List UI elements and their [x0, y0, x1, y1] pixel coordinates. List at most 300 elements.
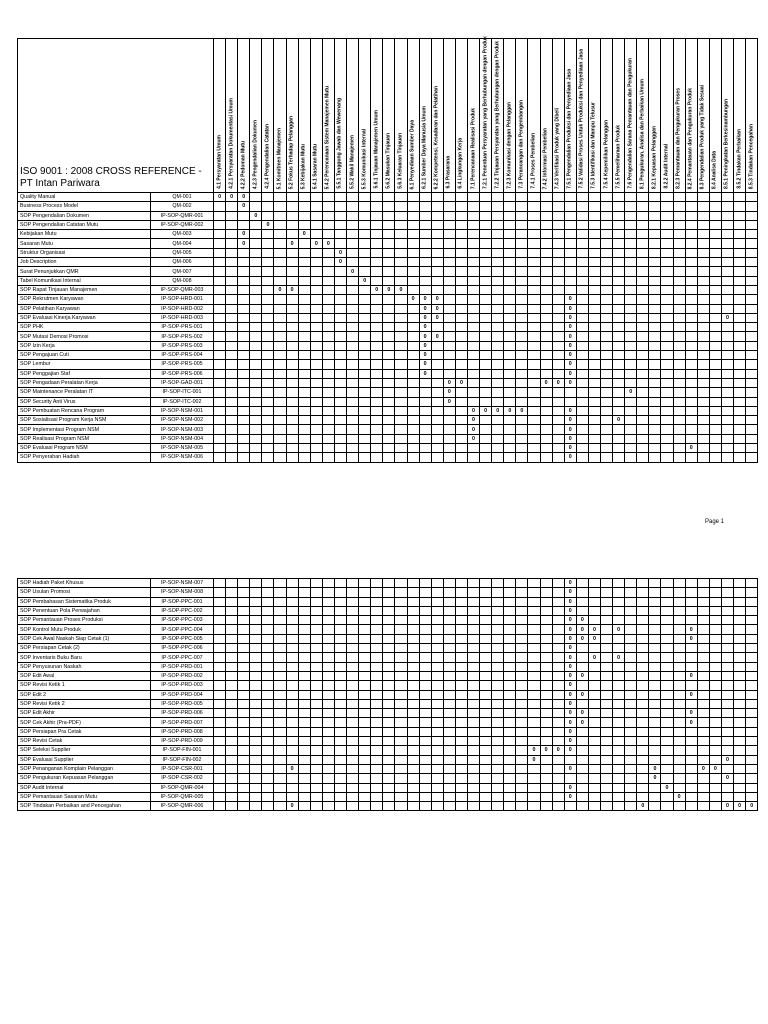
- mark-cell: [685, 211, 697, 220]
- column-header: [395, 39, 407, 193]
- mark-cell: [673, 220, 685, 229]
- mark-cell: [601, 727, 613, 736]
- mark-cell: [516, 202, 528, 211]
- document-title: ISO 9001 : 2008 CROSS REFERENCE - PT Intan Pariwara: [18, 39, 214, 193]
- mark-cell: 0: [552, 746, 564, 755]
- mark-cell: [516, 369, 528, 378]
- mark-cell: [721, 662, 733, 671]
- mark-cell: [625, 341, 637, 350]
- mark-cell: 0: [564, 764, 576, 773]
- mark-cell: [601, 230, 613, 239]
- mark-cell: [226, 774, 238, 783]
- mark-cell: [467, 193, 479, 202]
- mark-cell: [709, 616, 721, 625]
- mark-cell: [419, 634, 431, 643]
- mark-cell: [516, 653, 528, 662]
- mark-cell: [734, 332, 746, 341]
- mark-cell: [286, 248, 298, 257]
- mark-cell: [661, 718, 673, 727]
- mark-cell: [661, 285, 673, 294]
- mark-cell: [467, 616, 479, 625]
- mark-cell: [310, 783, 322, 792]
- mark-cell: [588, 764, 600, 773]
- mark-cell: [661, 313, 673, 322]
- mark-cell: [576, 453, 588, 462]
- mark-cell: [310, 671, 322, 680]
- mark-cell: 0: [697, 764, 709, 773]
- column-header: [322, 39, 334, 193]
- document-name: SOP Kontrol Mutu Produk: [18, 625, 151, 634]
- mark-cell: [734, 774, 746, 783]
- mark-cell: [540, 662, 552, 671]
- mark-cell: [649, 351, 661, 360]
- document-name: SOP Pengadaan Peralatan Kerja: [18, 378, 151, 387]
- mark-cell: [746, 625, 758, 634]
- mark-cell: [322, 248, 334, 257]
- mark-cell: [480, 671, 492, 680]
- mark-cell: [734, 341, 746, 350]
- mark-cell: [238, 258, 250, 267]
- mark-cell: [492, 351, 504, 360]
- document-name: Quality Manual: [18, 193, 151, 202]
- mark-cell: [588, 276, 600, 285]
- mark-cell: [480, 588, 492, 597]
- mark-cell: [637, 239, 649, 248]
- mark-cell: [685, 193, 697, 202]
- mark-cell: [564, 193, 576, 202]
- mark-cell: [359, 248, 371, 257]
- mark-cell: 0: [419, 351, 431, 360]
- mark-cell: [443, 597, 455, 606]
- document-code: IP-SOP-FIN-001: [151, 746, 214, 755]
- mark-cell: [588, 792, 600, 801]
- mark-cell: [322, 690, 334, 699]
- mark-cell: [310, 369, 322, 378]
- mark-cell: [625, 671, 637, 680]
- mark-cell: [625, 453, 637, 462]
- column-header: [214, 39, 226, 193]
- mark-cell: [504, 653, 516, 662]
- mark-cell: [419, 211, 431, 220]
- mark-cell: [359, 606, 371, 615]
- mark-cell: [709, 406, 721, 415]
- mark-cell: [552, 681, 564, 690]
- mark-cell: [250, 388, 262, 397]
- mark-cell: [576, 727, 588, 736]
- mark-cell: [359, 727, 371, 736]
- mark-cell: [552, 230, 564, 239]
- mark-cell: 0: [407, 295, 419, 304]
- mark-cell: [407, 202, 419, 211]
- mark-cell: [540, 202, 552, 211]
- mark-cell: [274, 202, 286, 211]
- table-row: [18, 699, 758, 708]
- mark-cell: 0: [564, 597, 576, 606]
- mark-cell: [480, 606, 492, 615]
- mark-cell: [383, 579, 395, 588]
- mark-cell: [298, 444, 310, 453]
- mark-cell: [443, 764, 455, 773]
- mark-cell: [734, 434, 746, 443]
- mark-cell: [697, 202, 709, 211]
- mark-cell: [601, 709, 613, 718]
- table-row: [18, 746, 758, 755]
- mark-cell: [334, 746, 346, 755]
- mark-cell: 0: [564, 453, 576, 462]
- mark-cell: [262, 625, 274, 634]
- mark-cell: [492, 332, 504, 341]
- mark-cell: [734, 606, 746, 615]
- document-name: SOP Cek Awal Naskah Siap Cetak (1): [18, 634, 151, 643]
- mark-cell: [334, 671, 346, 680]
- mark-cell: [746, 634, 758, 643]
- mark-cell: [480, 453, 492, 462]
- mark-cell: [250, 579, 262, 588]
- mark-cell: 0: [673, 792, 685, 801]
- mark-cell: [697, 644, 709, 653]
- mark-cell: [625, 248, 637, 257]
- mark-cell: [504, 239, 516, 248]
- mark-cell: [322, 727, 334, 736]
- mark-cell: [613, 369, 625, 378]
- mark-cell: [334, 425, 346, 434]
- mark-cell: [359, 230, 371, 239]
- mark-cell: [347, 606, 359, 615]
- mark-cell: [601, 434, 613, 443]
- mark-cell: [371, 671, 383, 680]
- document-code: IP-SOP-PRD-002: [151, 671, 214, 680]
- mark-cell: [540, 774, 552, 783]
- mark-cell: [298, 718, 310, 727]
- mark-cell: [734, 727, 746, 736]
- mark-cell: [322, 313, 334, 322]
- mark-cell: [310, 792, 322, 801]
- mark-cell: [613, 202, 625, 211]
- mark-cell: [298, 709, 310, 718]
- mark-cell: [504, 718, 516, 727]
- mark-cell: [226, 211, 238, 220]
- mark-cell: [613, 397, 625, 406]
- mark-cell: [625, 313, 637, 322]
- mark-cell: [250, 220, 262, 229]
- mark-cell: [419, 597, 431, 606]
- mark-cell: [371, 239, 383, 248]
- mark-cell: [431, 653, 443, 662]
- mark-cell: [455, 634, 467, 643]
- mark-cell: [697, 313, 709, 322]
- mark-cell: [673, 425, 685, 434]
- mark-cell: [395, 579, 407, 588]
- mark-cell: [286, 388, 298, 397]
- mark-cell: [601, 453, 613, 462]
- mark-cell: [214, 597, 226, 606]
- mark-cell: [528, 211, 540, 220]
- mark-cell: [492, 625, 504, 634]
- mark-cell: [552, 774, 564, 783]
- mark-cell: [431, 792, 443, 801]
- mark-cell: [226, 378, 238, 387]
- mark-cell: [214, 332, 226, 341]
- mark-cell: [613, 644, 625, 653]
- document-code: IP-SOP-QMR-005: [151, 792, 214, 801]
- mark-cell: [492, 425, 504, 434]
- clause-label: 7.4.1 Proses Pembelian: [530, 133, 537, 189]
- table-row: [18, 453, 758, 462]
- mark-cell: [467, 285, 479, 294]
- mark-cell: [419, 802, 431, 811]
- mark-cell: [734, 267, 746, 276]
- mark-cell: [443, 774, 455, 783]
- mark-cell: [504, 193, 516, 202]
- table-row: [18, 341, 758, 350]
- mark-cell: [504, 662, 516, 671]
- mark-cell: [685, 453, 697, 462]
- mark-cell: [576, 220, 588, 229]
- mark-cell: [322, 193, 334, 202]
- mark-cell: [214, 690, 226, 699]
- mark-cell: [625, 351, 637, 360]
- mark-cell: [298, 453, 310, 462]
- mark-cell: [431, 230, 443, 239]
- mark-cell: [419, 406, 431, 415]
- mark-cell: [407, 332, 419, 341]
- document-name: SOP Hadiah Paket Khusus: [18, 579, 151, 588]
- mark-cell: [661, 193, 673, 202]
- mark-cell: [637, 341, 649, 350]
- mark-cell: [613, 783, 625, 792]
- document-name: SOP Penggajian Staf: [18, 369, 151, 378]
- mark-cell: [467, 709, 479, 718]
- mark-cell: [371, 453, 383, 462]
- mark-cell: [504, 248, 516, 257]
- mark-cell: [721, 369, 733, 378]
- mark-cell: [274, 388, 286, 397]
- mark-cell: [262, 202, 274, 211]
- table-row: [18, 230, 758, 239]
- column-header: [564, 39, 576, 193]
- mark-cell: [685, 792, 697, 801]
- mark-cell: 0: [419, 332, 431, 341]
- mark-cell: [709, 662, 721, 671]
- clause-label: 8.2.2 Audit Internal: [663, 144, 670, 189]
- mark-cell: [298, 634, 310, 643]
- mark-cell: [661, 774, 673, 783]
- mark-cell: [601, 690, 613, 699]
- mark-cell: [504, 764, 516, 773]
- mark-cell: [431, 681, 443, 690]
- mark-cell: [250, 681, 262, 690]
- mark-cell: [637, 625, 649, 634]
- mark-cell: [709, 239, 721, 248]
- mark-cell: 0: [576, 616, 588, 625]
- mark-cell: [685, 248, 697, 257]
- mark-cell: [347, 737, 359, 746]
- mark-cell: [564, 276, 576, 285]
- mark-cell: [492, 388, 504, 397]
- mark-cell: [625, 616, 637, 625]
- mark-cell: [697, 634, 709, 643]
- document-name: SOP Revisi Ketik 2: [18, 699, 151, 708]
- mark-cell: [734, 597, 746, 606]
- mark-cell: [661, 746, 673, 755]
- mark-cell: [492, 709, 504, 718]
- mark-cell: [286, 332, 298, 341]
- mark-cell: [576, 360, 588, 369]
- mark-cell: [516, 230, 528, 239]
- mark-cell: [250, 699, 262, 708]
- mark-cell: [613, 323, 625, 332]
- mark-cell: [238, 783, 250, 792]
- table-row: [18, 755, 758, 764]
- document-code: IP-SOP-HRD-003: [151, 313, 214, 322]
- mark-cell: [746, 453, 758, 462]
- mark-cell: [685, 802, 697, 811]
- mark-cell: [601, 276, 613, 285]
- mark-cell: [697, 737, 709, 746]
- mark-cell: [649, 616, 661, 625]
- mark-cell: [347, 444, 359, 453]
- mark-cell: [226, 323, 238, 332]
- mark-cell: [226, 690, 238, 699]
- mark-cell: [298, 434, 310, 443]
- mark-cell: 0: [564, 783, 576, 792]
- mark-cell: [407, 378, 419, 387]
- mark-cell: [613, 360, 625, 369]
- mark-cell: [709, 248, 721, 257]
- mark-cell: [601, 397, 613, 406]
- mark-cell: [685, 588, 697, 597]
- mark-cell: [492, 727, 504, 736]
- mark-cell: [734, 755, 746, 764]
- mark-cell: [395, 360, 407, 369]
- mark-cell: [480, 579, 492, 588]
- mark-cell: [528, 792, 540, 801]
- mark-cell: [431, 239, 443, 248]
- mark-cell: [637, 295, 649, 304]
- mark-cell: [492, 416, 504, 425]
- mark-cell: [576, 653, 588, 662]
- mark-cell: [347, 313, 359, 322]
- mark-cell: [528, 313, 540, 322]
- mark-cell: [359, 267, 371, 276]
- mark-cell: [371, 718, 383, 727]
- mark-cell: 0: [564, 425, 576, 434]
- mark-cell: [431, 193, 443, 202]
- mark-cell: [347, 248, 359, 257]
- mark-cell: [552, 597, 564, 606]
- mark-cell: [226, 230, 238, 239]
- mark-cell: [226, 653, 238, 662]
- mark-cell: [504, 802, 516, 811]
- mark-cell: [709, 267, 721, 276]
- clause-label: 4.2.1 Persyaratan Dokumentasi Umum: [228, 98, 235, 189]
- mark-cell: [274, 313, 286, 322]
- mark-cell: [286, 230, 298, 239]
- mark-cell: [334, 388, 346, 397]
- mark-cell: [298, 416, 310, 425]
- mark-cell: [746, 220, 758, 229]
- mark-cell: [334, 416, 346, 425]
- mark-cell: [298, 606, 310, 615]
- mark-cell: [601, 718, 613, 727]
- mark-cell: [540, 671, 552, 680]
- mark-cell: [334, 579, 346, 588]
- mark-cell: [286, 453, 298, 462]
- mark-cell: [262, 332, 274, 341]
- mark-cell: [625, 737, 637, 746]
- mark-cell: [746, 267, 758, 276]
- mark-cell: [625, 202, 637, 211]
- table-row: [18, 690, 758, 699]
- mark-cell: [419, 434, 431, 443]
- mark-cell: [552, 616, 564, 625]
- mark-cell: [455, 258, 467, 267]
- mark-cell: [395, 699, 407, 708]
- mark-cell: [746, 341, 758, 350]
- mark-cell: [625, 764, 637, 773]
- mark-cell: [298, 802, 310, 811]
- mark-cell: [661, 360, 673, 369]
- mark-cell: 0: [564, 690, 576, 699]
- mark-cell: [407, 644, 419, 653]
- mark-cell: [528, 369, 540, 378]
- mark-cell: [395, 425, 407, 434]
- mark-cell: [504, 295, 516, 304]
- mark-cell: [262, 341, 274, 350]
- mark-cell: [419, 388, 431, 397]
- mark-cell: [310, 681, 322, 690]
- mark-cell: [649, 285, 661, 294]
- mark-cell: [625, 597, 637, 606]
- mark-cell: [504, 709, 516, 718]
- mark-cell: [347, 258, 359, 267]
- mark-cell: [407, 248, 419, 257]
- mark-cell: [625, 304, 637, 313]
- mark-cell: [407, 453, 419, 462]
- mark-cell: [419, 588, 431, 597]
- mark-cell: [540, 295, 552, 304]
- mark-cell: 0: [431, 304, 443, 313]
- mark-cell: [431, 258, 443, 267]
- mark-cell: [709, 453, 721, 462]
- mark-cell: [431, 276, 443, 285]
- mark-cell: [286, 258, 298, 267]
- document-code: QM-006: [151, 258, 214, 267]
- mark-cell: [673, 248, 685, 257]
- mark-cell: [226, 304, 238, 313]
- mark-cell: [214, 369, 226, 378]
- mark-cell: [431, 351, 443, 360]
- table-row: [18, 434, 758, 443]
- mark-cell: 0: [359, 276, 371, 285]
- column-header: [480, 36, 492, 193]
- mark-cell: [310, 360, 322, 369]
- mark-cell: [274, 746, 286, 755]
- mark-cell: [214, 434, 226, 443]
- mark-cell: [407, 193, 419, 202]
- mark-cell: [601, 425, 613, 434]
- mark-cell: [238, 606, 250, 615]
- mark-cell: [685, 276, 697, 285]
- mark-cell: [649, 755, 661, 764]
- mark-cell: [649, 416, 661, 425]
- mark-cell: [274, 802, 286, 811]
- mark-cell: [540, 634, 552, 643]
- mark-cell: [214, 662, 226, 671]
- mark-cell: [238, 718, 250, 727]
- document-code: IP-SOP-PRS-002: [151, 332, 214, 341]
- mark-cell: [419, 644, 431, 653]
